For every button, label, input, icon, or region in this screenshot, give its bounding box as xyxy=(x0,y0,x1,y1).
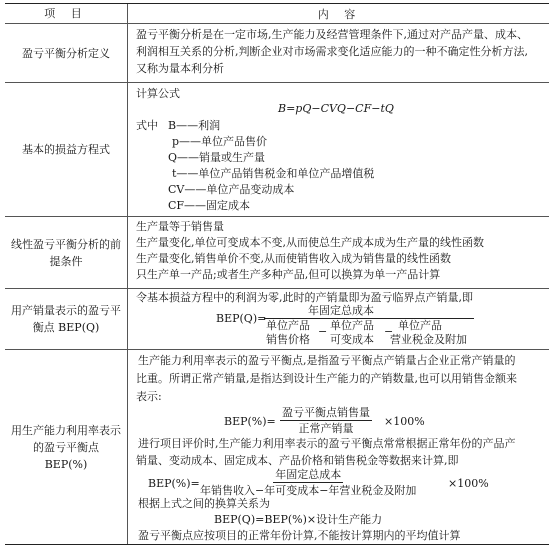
minus-sign: − xyxy=(318,325,328,338)
profit-formula: B=pQ−CVQ−CF−tQ xyxy=(278,102,394,115)
where-prefix: 式中 xyxy=(136,119,158,132)
fraction xyxy=(280,406,372,435)
definition-item: p——单位产品售价 xyxy=(172,135,268,148)
denominator-term: 单位产品 xyxy=(330,319,374,332)
text-line: 根据上式之间的换算关系为 xyxy=(138,497,270,510)
text-line: 销量、变动成本、固定成本、产品价格和销售税金等数据来计算,即 xyxy=(136,454,459,467)
table-header xyxy=(5,4,549,24)
definition-item: B——利润 xyxy=(168,119,221,132)
table-row xyxy=(5,83,549,217)
text-line: 生产量变化,单位可变成本不变,从而使总生产成本成为生产量的线性函数 xyxy=(136,236,484,249)
formula-tail: ×100% xyxy=(448,477,489,490)
minus-sign: − xyxy=(384,325,394,338)
definition-item: t——单位产品销售税金和单位产品增值税 xyxy=(172,167,375,180)
table-row xyxy=(5,217,549,289)
formula-numerator: 年固定总成本 xyxy=(308,304,374,317)
formula-denominator: 正常产销量 xyxy=(298,422,354,435)
table-row xyxy=(5,350,549,544)
row-label: 用生产能力利用率表示的盈亏平衡点 BEP(%) xyxy=(11,423,121,471)
text-line: 盈亏平衡分析是在一定市场,生产能力及经营管理条件下,通过对产品产量、成本、 xyxy=(136,28,528,41)
formula-lhs: BEP(%)= xyxy=(148,477,200,490)
formula-numerator: 盈亏平衡点销售量 xyxy=(282,406,370,419)
denominator-term: 单位产品 xyxy=(398,319,442,332)
denominator-term: 营业税金及附加 xyxy=(390,333,467,346)
fraction xyxy=(200,468,416,497)
formula-numerator: 年固定总成本 xyxy=(275,468,342,481)
text-line: 表示: xyxy=(136,390,162,403)
definition-item: Q——销量或生产量 xyxy=(168,151,266,164)
text-line: 生产能力利用率表示的盈亏平衡点,是指盈亏平衡点产销量占企业正常产销量的 xyxy=(138,354,516,367)
text-line: 进行项目评价时,生产能力利用率表示的盈亏平衡点常常根据正常年份的产品产 xyxy=(138,437,516,450)
row-label: 盈亏平衡分析定义 xyxy=(22,46,110,60)
calc-heading: 计算公式 xyxy=(136,87,180,100)
text-line: 盈亏平衡点应按项目的正常年份计算,不能按计算期内的平均值计算 xyxy=(138,529,461,542)
row-label: 线性盈亏平衡分析的前提条件 xyxy=(11,237,121,268)
conversion-formula: BEP(Q)=BEP(%)×设计生产能力 xyxy=(214,513,383,526)
table-row xyxy=(5,24,549,83)
row-label: 基本的损益方程式 xyxy=(22,143,110,156)
row-label: 用产销量表示的盈亏平衡点 BEP(Q) xyxy=(11,304,121,334)
text-line: 生产量等于销售量 xyxy=(136,220,224,233)
table-row xyxy=(5,289,549,350)
definition-item: CF——固定成本 xyxy=(168,199,251,212)
text-line: 令基本损益方程中的利润为零,此时的产销量即为盈亏临界点产销量,即 xyxy=(136,291,473,304)
content-table xyxy=(5,3,549,545)
formula-denominator: 年销售收入−年可变成本−年营业税金及附加 xyxy=(200,484,417,497)
denominator-term: 可变成本 xyxy=(330,333,374,346)
header-content: 内 容 xyxy=(317,8,362,21)
denominator-term: 单位产品 xyxy=(266,319,310,332)
denominator-term: 销售价格 xyxy=(266,333,310,346)
text-line: 又称为量本利分析 xyxy=(136,62,224,75)
header-item: 项 目 xyxy=(44,7,88,20)
text-line: 比重。所谓正常产销量,是指达到设计生产能力的产销数量,也可以用销售金额来 xyxy=(136,372,517,385)
formula-lhs: BEP(%)= xyxy=(224,415,276,428)
formula-tail: ×100% xyxy=(384,415,425,428)
formula-lhs: BEP(Q)= xyxy=(216,312,267,325)
text-line: 生产量变化,销售单价不变,从而使销售收入成为销售量的线性函数 xyxy=(136,252,451,265)
text-line: 只生产单一产品;或者生产多种产品,但可以换算为单一产品计算 xyxy=(136,268,441,281)
definition-item: CV——单位产品变动成本 xyxy=(168,183,295,196)
text-line: 利润相互关系的分析,判断企业对市场需求变化适应能力的一种不确定性分析方法, xyxy=(136,45,528,58)
